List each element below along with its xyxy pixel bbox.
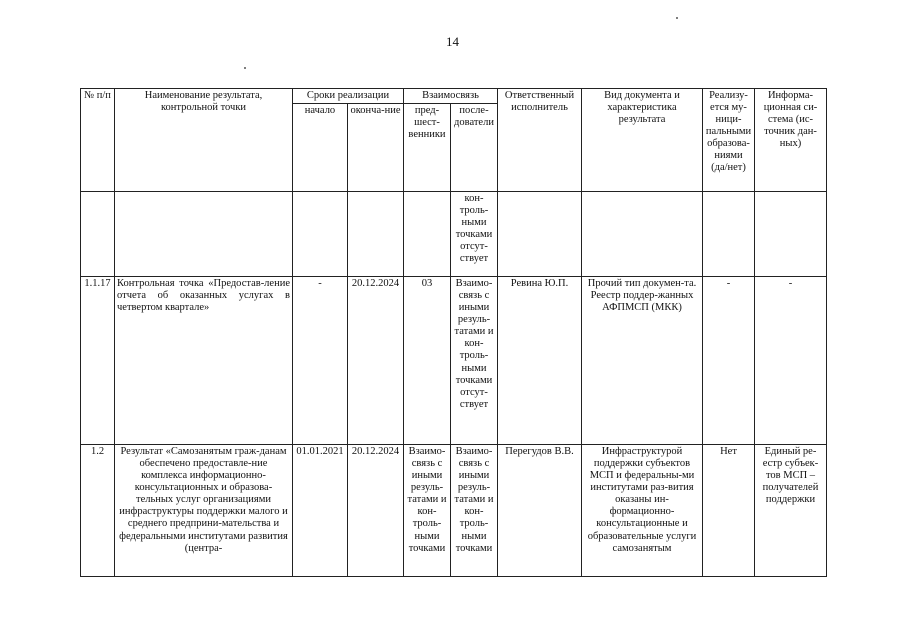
table-row: [81, 445, 827, 577]
cell-doc-type: Инфраструктурой поддержки субъектов МСП и федеральны-ми институтами раз-вития оказаны ин-формационно-консультационные и образовательные услуги самозанятым: [582, 445, 703, 577]
header-doc-type: Вид документа и характеристика результата: [582, 89, 703, 192]
header-terms: Сроки реализации: [293, 89, 404, 104]
cell-end: [348, 192, 404, 277]
cell-num: 1.1.17: [81, 277, 115, 445]
cell-predecessors: [404, 192, 451, 277]
cell-doc-type: [582, 192, 703, 277]
cell-successors: Взаимо-связь с иными резуль-татами и кон-троль-ными точками: [451, 445, 498, 577]
cell-name: Результат «Самозанятым граж-данам обеспечено предоставле-ние комплекса информационно-консультационных и образова-тельных услуг организациями инфраструктуры поддержки малого и среднего предприни-мательства и федеральными институтами развития (центра-: [115, 445, 293, 577]
cell-name: Контрольная точка «Предостав-ление отчета об оказанных услугах в четвертом квартале»: [115, 277, 293, 445]
cell-executor: Ревина Ю.П.: [498, 277, 582, 445]
header-row-top: [81, 89, 827, 104]
cell-municipal: -: [703, 277, 755, 445]
cell-municipal: Нет: [703, 445, 755, 577]
header-executor: Ответственный исполнитель: [498, 89, 582, 192]
header-successors: после-дователи: [451, 104, 498, 192]
header-info-system: Информа-ционная си-стема (ис-точник дан-ных): [755, 89, 827, 192]
table-row: [81, 192, 827, 277]
cell-start: [293, 192, 348, 277]
cell-info-system: [755, 192, 827, 277]
scan-speck: [244, 67, 246, 69]
cell-start: 01.01.2021: [293, 445, 348, 577]
header-links: Взаимосвязь: [404, 89, 498, 104]
scan-speck: [676, 17, 678, 19]
header-num: № п/п: [81, 89, 115, 192]
cell-municipal: [703, 192, 755, 277]
cell-predecessors: 03: [404, 277, 451, 445]
header-municipal: Реализу-ется му-ници-пальными образова-ниями (да/нет): [703, 89, 755, 192]
cell-info-system: Единый ре-естр субъек-тов МСП – получателей поддержки: [755, 445, 827, 577]
header-end: оконча-ние: [348, 104, 404, 192]
page-number: 14: [446, 34, 459, 49]
cell-predecessors: Взаимо-связь с иными резуль-татами и кон-троль-ными точками: [404, 445, 451, 577]
cell-end: 20.12.2024: [348, 445, 404, 577]
cell-executor: [498, 192, 582, 277]
cell-successors: кон-троль-ными точками отсут-ствует: [451, 192, 498, 277]
cell-end: 20.12.2024: [348, 277, 404, 445]
cell-successors: Взаимо-связь с иными резуль-татами и кон-троль-ными точками отсут-ствует: [451, 277, 498, 445]
results-table: [80, 88, 827, 577]
cell-name: [115, 192, 293, 277]
header-predecessors: пред-шест-венники: [404, 104, 451, 192]
cell-info-system: -: [755, 277, 827, 445]
header-start: начало: [293, 104, 348, 192]
header-name: Наименование результата, контрольной точки: [115, 89, 293, 192]
table-row: [81, 277, 827, 445]
cell-doc-type: Прочий тип докумен-та. Реестр поддер-жанных АФПМСП (МКК): [582, 277, 703, 445]
cell-num: 1.2: [81, 445, 115, 577]
cell-start: -: [293, 277, 348, 445]
cell-executor: Перегудов В.В.: [498, 445, 582, 577]
cell-num: [81, 192, 115, 277]
